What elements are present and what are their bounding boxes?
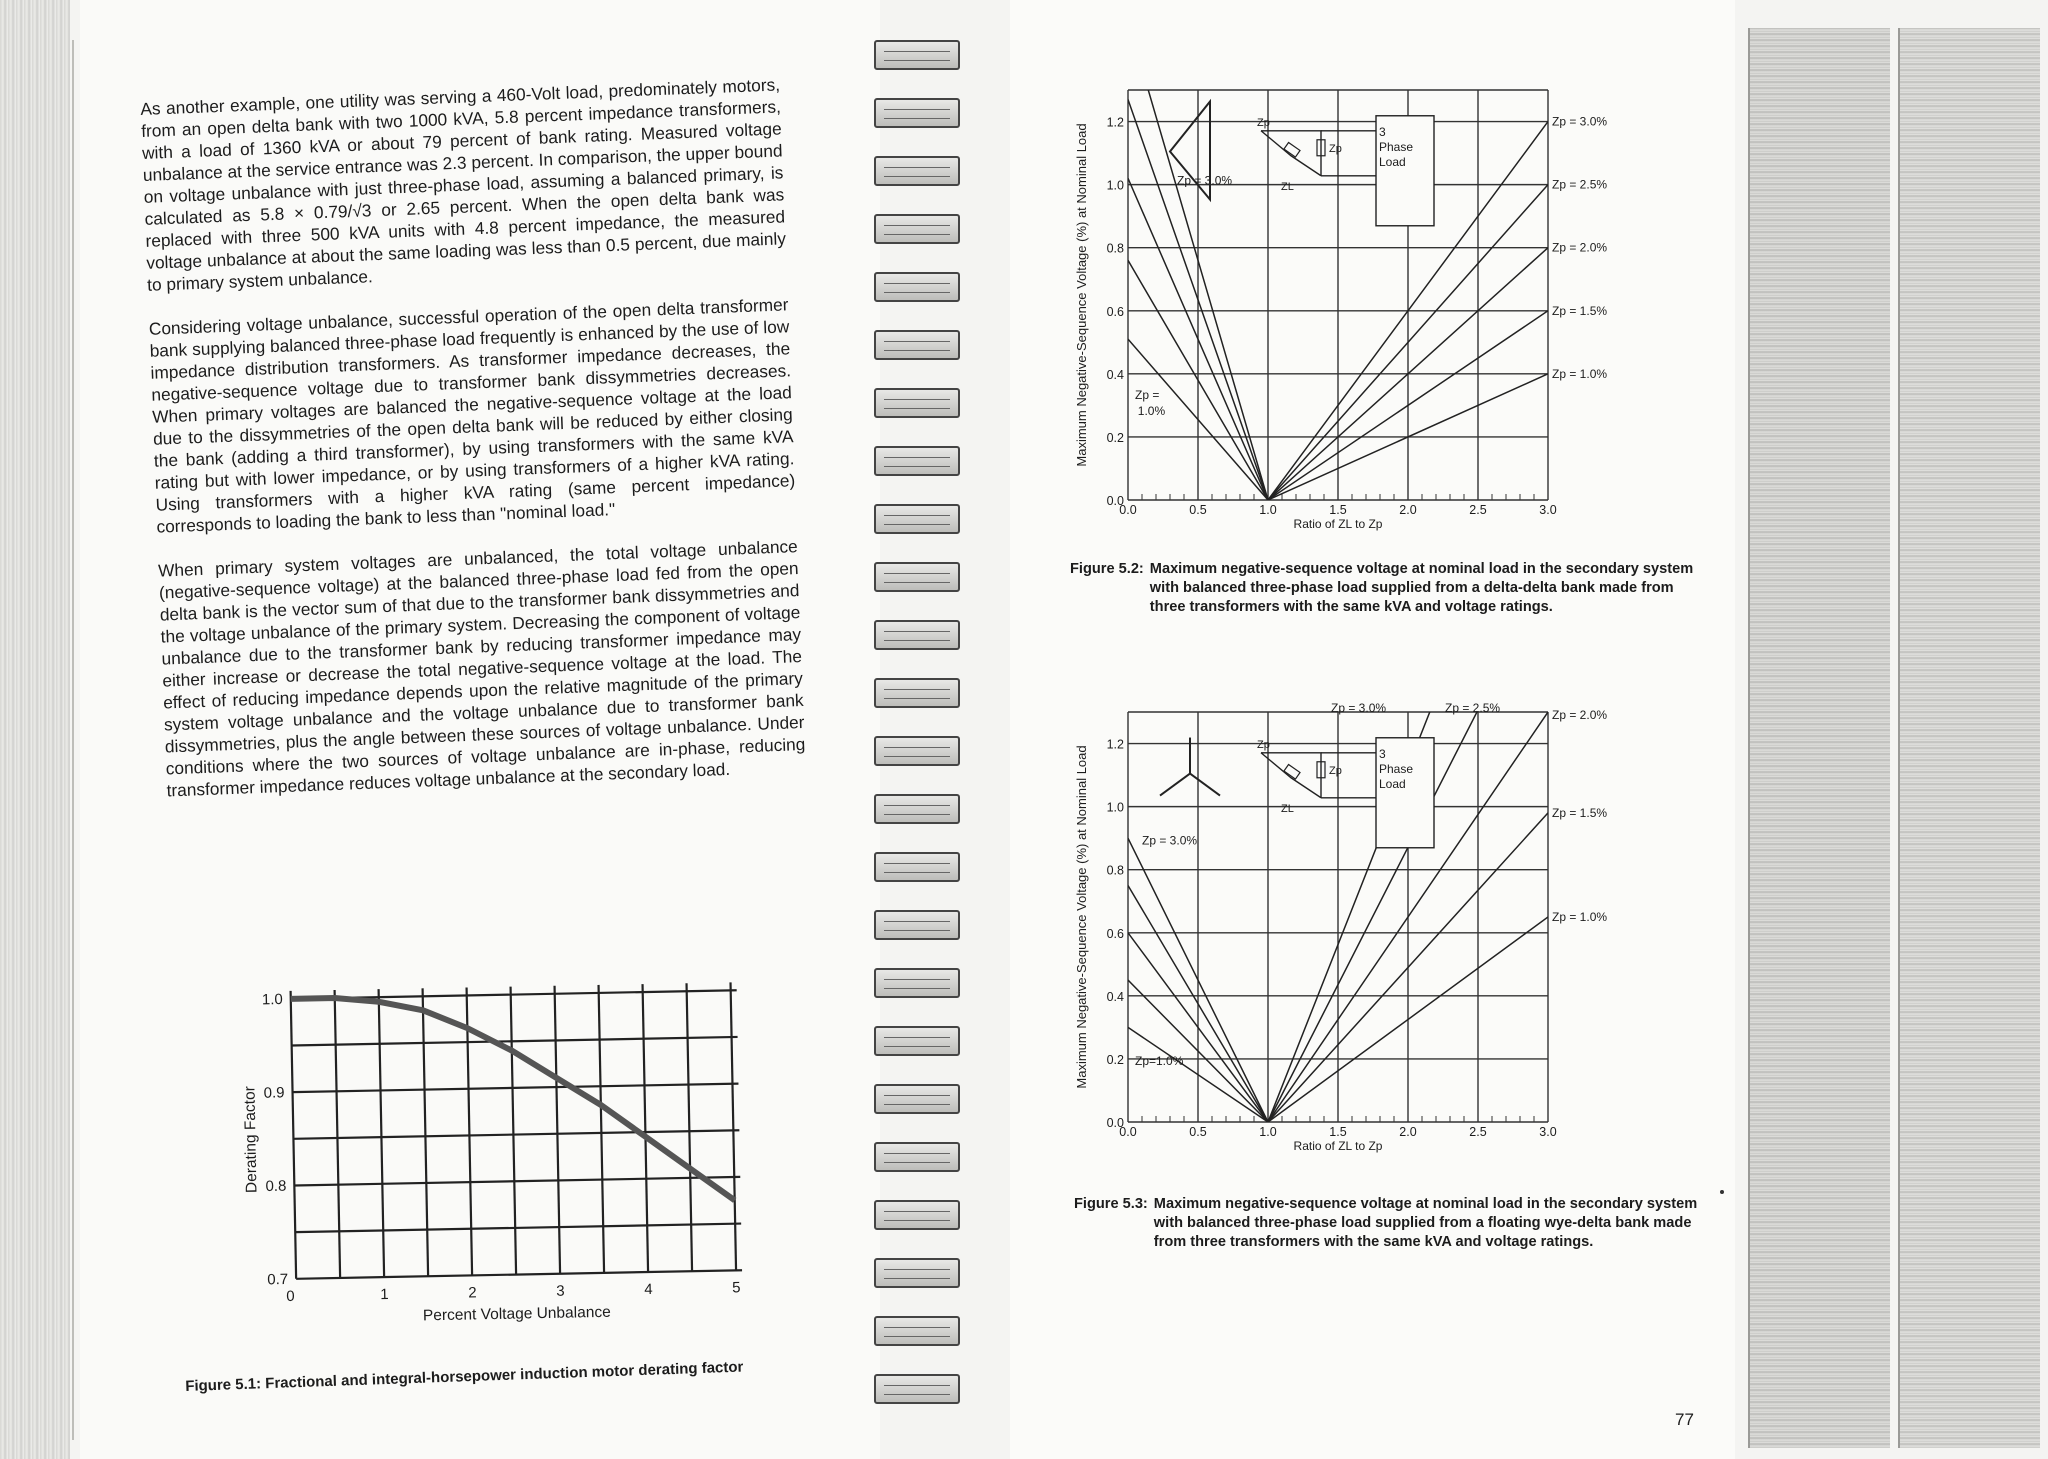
- zl-label: ZL: [1281, 180, 1294, 193]
- y-tick-label: 0.6: [1106, 926, 1124, 941]
- x-tick-label: 0.5: [1189, 503, 1207, 517]
- impedance-symbol: [1284, 764, 1300, 779]
- y-tick-label: 0.6: [1106, 304, 1124, 319]
- y-tick-label: 1.2: [1106, 737, 1124, 752]
- spiral-ring: [874, 1084, 960, 1114]
- y-tick-label: 0.8: [1106, 241, 1124, 256]
- y-tick-label: 0.2: [1106, 1052, 1124, 1067]
- zl-label: ZL: [1281, 802, 1294, 815]
- load-label: Load: [1379, 776, 1406, 791]
- grid-line-vertical: [335, 990, 341, 1278]
- zp-label: Zp: [1257, 738, 1270, 751]
- paragraph-3: When primary system voltages are unbalanced, the total voltage unbalance (negative-sequence voltage) at the balanced three-phase load fed from the open delta bank is the vector sum of that due to the transformer bank dissymmetries and the voltage unbalance of the primary system. Decreasing the component of voltage unbalance due to the transformer bank by reducing transformer impedance may either increase or decrease the total negative-sequence voltage at the load. The effect of reducing impedance depends upon the relative magnitude of the primary system voltage unbalance and the voltage unbalance due to transformer bank dissymmetries, plus the angle between these sources of voltage unbalance. Under conditions where the two sources of voltage unbalance are in-phase, reducing transformer impedance reduces voltage unbalance at the secondary load.: [157, 536, 806, 801]
- grid-line-vertical: [423, 988, 429, 1276]
- y-tick-label: 0.7: [267, 1270, 289, 1289]
- spiral-ring: [874, 1316, 960, 1346]
- series-label: Zp = 1.0%: [1552, 910, 1608, 924]
- y-tick-label: 0.2: [1106, 430, 1124, 445]
- spiral-ring: [874, 562, 960, 592]
- page-edge-right-1: [1748, 28, 1890, 1448]
- spiral-ring: [874, 446, 960, 476]
- paragraph-1: As another example, one utility was serving a 460-Volt load, predominately motors, from an open delta bank with two 1000 kVA, 5.8 percent impedance transformers, with a load of 1360 kVA or about 79 percent of bank rating. Measured voltage unbalance at the service entrance was 2.3 percent. In comparison, the upper bound on voltage unbalance with just three-phase load, assuming a balanced primary, is calculated as 5.8 × 0.79/√3 or 2.65 percent. When the open delta bank was replaced with three 500 kVA units with 4.8 percent impedance, the measured voltage unbalance at about the same loading was less than 0.5 percent, due mainly to primary system unbalance.: [140, 74, 787, 295]
- series-label: Zp = 3.0%: [1331, 701, 1387, 715]
- grid-line-vertical: [731, 982, 737, 1270]
- series-label: Zp = 2.5%: [1552, 177, 1608, 192]
- spiral-ring: [874, 620, 960, 650]
- page-edge-right-2: [1898, 28, 2040, 1448]
- spiral-ring: [874, 736, 960, 766]
- y-tick-label: 0.4: [1106, 989, 1124, 1004]
- spiral-ring: [874, 330, 960, 360]
- figure-5-3-caption: [1074, 1195, 1714, 1252]
- figure-5-2-chart: [1068, 78, 1728, 548]
- load-label: Load: [1379, 154, 1406, 169]
- series-label: Zp = 2.5%: [1445, 701, 1501, 715]
- wye-symbol-arm: [1160, 774, 1190, 796]
- x-tick-label: 2.5: [1469, 503, 1487, 517]
- figure-5-2-caption: [1070, 560, 1710, 617]
- spiral-ring: [874, 272, 960, 302]
- x-axis-label: Percent Voltage Unbalance: [422, 1303, 611, 1325]
- series-label: Zp = 2.0%: [1552, 240, 1608, 255]
- grid-line-horizontal: [296, 1270, 742, 1279]
- y-tick-label: 1.0: [1106, 800, 1124, 815]
- y-tick-label: 0.0: [1106, 494, 1124, 508]
- left-page-text: [140, 73, 807, 823]
- x-tick-label: 5: [732, 1279, 741, 1297]
- spiral-ring: [874, 504, 960, 534]
- spiral-ring: [874, 852, 960, 882]
- grid-line-horizontal: [293, 1084, 739, 1093]
- impedance-symbol: [1284, 142, 1300, 157]
- spiral-ring: [874, 1200, 960, 1230]
- load-label: Phase: [1379, 139, 1414, 154]
- margin-dot: [1720, 1190, 1724, 1194]
- x-tick-label: 2.0: [1399, 1125, 1417, 1139]
- y-tick-label: 0.0: [1106, 1116, 1124, 1130]
- grid-line-horizontal: [293, 1130, 739, 1139]
- spiral-ring: [874, 388, 960, 418]
- y-axis-label: Maximum Negative-Sequence Voltage (%) at Nominal Load: [1074, 123, 1089, 467]
- grid-line-vertical: [687, 983, 693, 1271]
- x-tick-label: 3.0: [1539, 503, 1557, 517]
- x-tick-label: 0.0: [1119, 1125, 1137, 1139]
- series-label: Zp = 1.5%: [1552, 303, 1608, 318]
- y-axis-label: Maximum Negative-Sequence Voltage (%) at Nominal Load: [1074, 745, 1089, 1089]
- y-tick-label: 1.0: [261, 990, 283, 1009]
- spiral-binding: [864, 40, 968, 1440]
- annotation-label: Zp =: [1135, 388, 1160, 403]
- x-tick-label: 1.5: [1329, 503, 1347, 517]
- x-tick-label: 1: [380, 1286, 389, 1304]
- grid-line-vertical: [643, 984, 649, 1272]
- load-label: 3: [1379, 746, 1386, 761]
- x-tick-label: 1.0: [1259, 503, 1277, 517]
- page-edge-left: [0, 0, 70, 1459]
- y-axis-label: Derating Factor: [241, 1086, 261, 1194]
- figure-5-3-text: Maximum negative-sequence voltage at nominal load in the secondary system with balanced three-phase load supplied from a floating wye-delta bank made from three transformers with the same kVA and voltage ratings.: [1153, 1196, 1698, 1250]
- zp-label: Zp: [1329, 764, 1342, 777]
- y-tick-label: 1.2: [1106, 115, 1124, 130]
- grid-line-vertical: [291, 991, 297, 1279]
- x-tick-label: 1.5: [1329, 1125, 1347, 1139]
- grid-line-horizontal: [294, 1177, 740, 1186]
- grid-line-vertical: [511, 987, 517, 1275]
- wye-symbol-arm: [1190, 774, 1220, 796]
- zp-label: Zp: [1329, 142, 1342, 155]
- x-tick-label: 2.0: [1399, 503, 1417, 517]
- grid-line-vertical: [379, 989, 385, 1277]
- figure-5-1-caption: Figure 5.1: Fractional and integral-horsepower induction motor derating factor: [185, 1358, 744, 1395]
- annotation-label: 1.0%: [1137, 403, 1166, 418]
- page-number: 77: [1675, 1410, 1694, 1429]
- x-tick-label: 0.0: [1119, 503, 1137, 517]
- annotation-label: Zp = 3.0%: [1142, 833, 1198, 848]
- series-label: Zp = 3.0%: [1552, 114, 1608, 129]
- spiral-ring: [874, 214, 960, 244]
- y-tick-label: 0.4: [1106, 367, 1124, 382]
- zp-label: Zp: [1257, 116, 1270, 129]
- grid-line-horizontal: [292, 1037, 738, 1046]
- x-tick-label: 3: [556, 1282, 565, 1300]
- spiral-ring: [874, 1142, 960, 1172]
- y-tick-label: 0.9: [263, 1084, 285, 1102]
- y-tick-label: 0.8: [265, 1177, 287, 1196]
- figure-5-2-text: Maximum negative-sequence voltage at nominal load in the secondary system with balanced three-phase load supplied from a delta-delta bank made from three transformers with the same kVA and voltage ratings.: [1149, 561, 1694, 615]
- series-label: Zp = 1.5%: [1552, 805, 1608, 820]
- y-tick-label: 0.8: [1106, 863, 1124, 878]
- grid-line-vertical: [599, 985, 605, 1273]
- load-label: 3: [1379, 124, 1386, 139]
- spiral-ring: [874, 156, 960, 186]
- spiral-ring: [874, 968, 960, 998]
- x-axis-label: Ratio of ZL to Zp: [1293, 1139, 1383, 1153]
- x-tick-label: 2: [468, 1284, 477, 1302]
- x-axis-label: Ratio of ZL to Zp: [1293, 517, 1383, 531]
- grid-line-horizontal: [295, 1224, 741, 1233]
- load-label: Phase: [1379, 761, 1414, 776]
- paragraph-2: Considering voltage unbalance, successful operation of the open delta transformer bank supplying balanced three-phase load frequently is enhanced by the use of low impedance distribution transformers. As transformer impedance decreases, the negative-sequence voltage due to transformer bank dissymmetries decreases. When primary voltages are balanced the negative-sequence voltage at the load due to the dissymmetries of the open delta bank will be reduced by either closing the bank (adding a third transformer), by using transformers with the same kVA rating but with lower impedance, or by using transformers of a higher kVA rating. Using transformers with a higher kVA rating (same percent impedance) corresponds to loading the bank to less than "nominal load.": [148, 294, 796, 537]
- grid-line-vertical: [555, 986, 561, 1274]
- spiral-ring: [874, 910, 960, 940]
- spiral-ring: [874, 794, 960, 824]
- y-tick-label: 1.0: [1106, 178, 1124, 193]
- x-tick-label: 2.5: [1469, 1125, 1487, 1139]
- spiral-ring: [874, 1026, 960, 1056]
- figure-5-2-label: Figure 5.2:: [1070, 561, 1144, 577]
- spiral-ring: [874, 1258, 960, 1288]
- spiral-ring: [874, 40, 960, 70]
- x-tick-label: 0.5: [1189, 1125, 1207, 1139]
- page-edge-line: [72, 40, 74, 1440]
- annotation-label: Zp=1.0%: [1135, 1054, 1184, 1069]
- annotation-label: Zp = 3.0%: [1177, 173, 1233, 188]
- x-tick-label: 0: [286, 1287, 295, 1305]
- x-tick-label: 1.0: [1259, 1125, 1277, 1139]
- spiral-ring: [874, 1374, 960, 1404]
- spiral-ring: [874, 678, 960, 708]
- spiral-ring: [874, 98, 960, 128]
- x-tick-label: 4: [644, 1280, 653, 1299]
- figure-5-1-chart: [230, 949, 798, 1380]
- figure-5-3-chart: [1068, 700, 1728, 1170]
- x-tick-label: 3.0: [1539, 1125, 1557, 1139]
- figure-5-3-label: Figure 5.3:: [1074, 1196, 1148, 1212]
- series-label: Zp = 2.0%: [1552, 708, 1608, 723]
- series-label: Zp = 1.0%: [1552, 366, 1608, 381]
